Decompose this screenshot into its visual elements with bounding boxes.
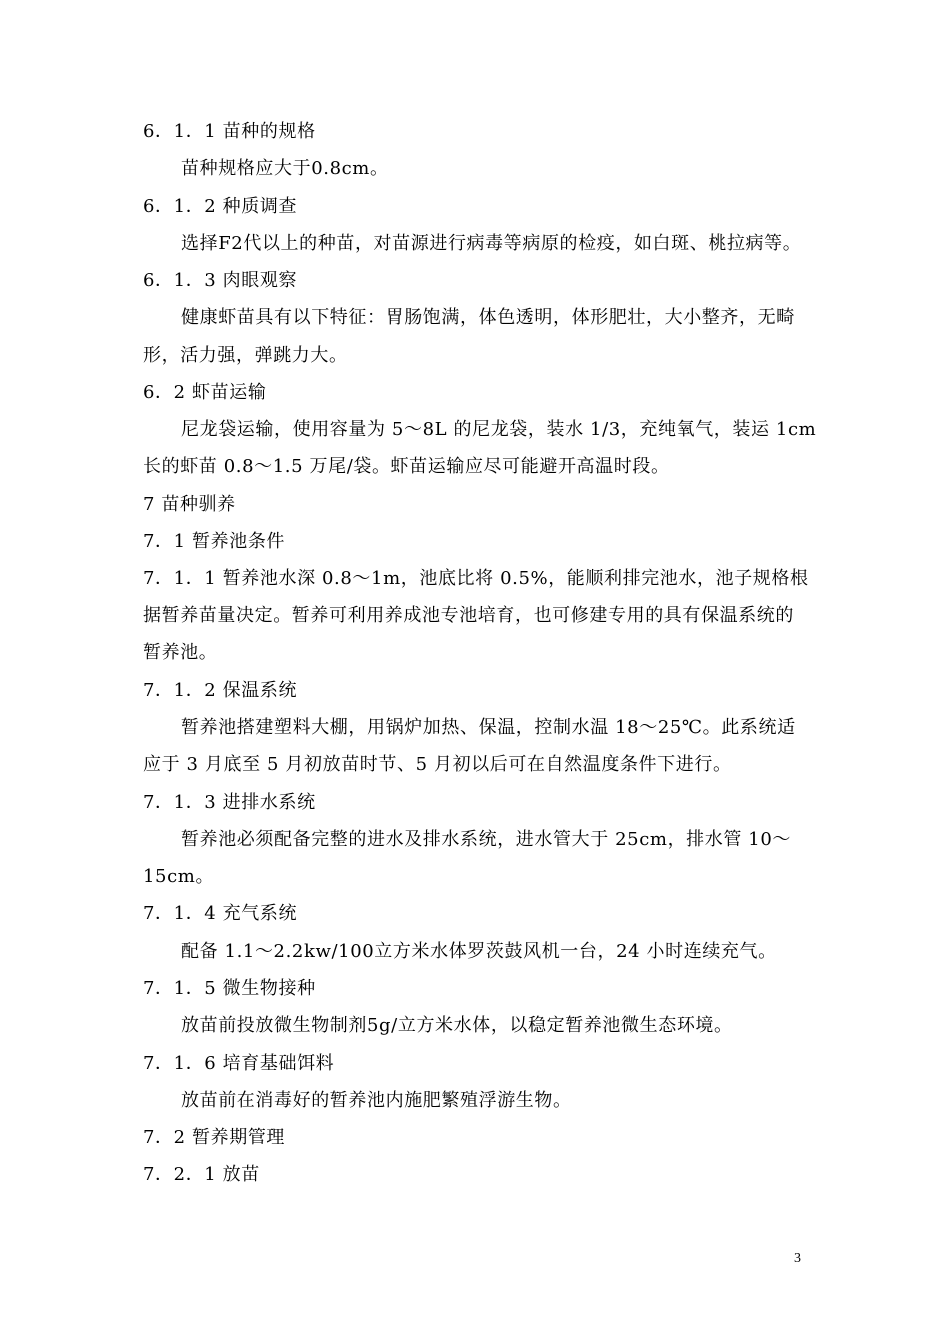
heading-7-1-3: 7．1．3 进排水系统 <box>143 792 316 813</box>
heading-7-1-6: 7．1．6 培育基础饵料 <box>143 1053 335 1074</box>
paragraph-continuation: 暂养池。 <box>143 642 218 663</box>
paragraph: 健康虾苗具有以下特征：胃肠饱满，体色透明，体形肥壮，大小整齐，无畸 <box>181 307 795 328</box>
paragraph: 暂养池必须配备完整的进水及排水系统，进水管大于 25cm，排水管 10～ <box>181 829 791 850</box>
heading-7-1: 7．1 暂养池条件 <box>143 531 286 552</box>
heading-7-1-5: 7．1．5 微生物接种 <box>143 978 316 999</box>
paragraph: 放苗前投放微生物制剂5g/立方米水体，以稳定暂养池微生态环境。 <box>181 1015 733 1036</box>
heading-7-1-4: 7．1．4 充气系统 <box>143 903 298 924</box>
heading-7: 7 苗种驯养 <box>143 494 236 515</box>
heading-6-2: 6．2 虾苗运输 <box>143 382 267 403</box>
heading-6-1-2: 6．1．2 种质调查 <box>143 196 298 217</box>
paragraph: 暂养池搭建塑料大棚，用锅炉加热、保温，控制水温 18～25℃。此系统适 <box>181 717 796 738</box>
paragraph: 苗种规格应大于0.8cm。 <box>181 158 389 179</box>
heading-7-1-2: 7．1．2 保温系统 <box>143 680 298 701</box>
paragraph-7-1-1: 7．1．1 暂养池水深 0.8～1m，池底比将 0.5%，能顺利排完池水，池子规格根 <box>143 568 809 589</box>
paragraph-continuation: 据暂养苗量决定。暂养可利用养成池专池培育，也可修建专用的具有保温系统的 <box>143 605 794 626</box>
heading-7-2: 7．2 暂养期管理 <box>143 1127 286 1148</box>
page-number: 3 <box>794 1251 801 1266</box>
paragraph: 尼龙袋运输，使用容量为 5～8L 的尼龙袋，装水 1/3，充纯氧气，装运 1cm <box>181 419 817 440</box>
paragraph: 配备 1.1～2.2kw/100立方米水体罗茨鼓风机一台，24 小时连续充气。 <box>181 941 777 962</box>
paragraph-continuation: 形，活力强，弹跳力大。 <box>143 345 348 366</box>
paragraph: 选择F2代以上的种苗，对苗源进行病毒等病原的检疫，如白斑、桃拉病等。 <box>181 233 802 254</box>
heading-7-2-1: 7．2．1 放苗 <box>143 1164 260 1185</box>
paragraph: 放苗前在消毒好的暂养池内施肥繁殖浮游生物。 <box>181 1090 572 1111</box>
paragraph-continuation: 长的虾苗 0.8～1.5 万尾/袋。虾苗运输应尽可能避开高温时段。 <box>143 456 670 477</box>
heading-6-1-1: 6．1．1 苗种的规格 <box>143 121 316 142</box>
paragraph-continuation: 应于 3 月底至 5 月初放苗时节、5 月初以后可在自然温度条件下进行。 <box>143 754 732 775</box>
paragraph-continuation: 15cm。 <box>143 866 215 887</box>
heading-6-1-3: 6．1．3 肉眼观察 <box>143 270 298 291</box>
